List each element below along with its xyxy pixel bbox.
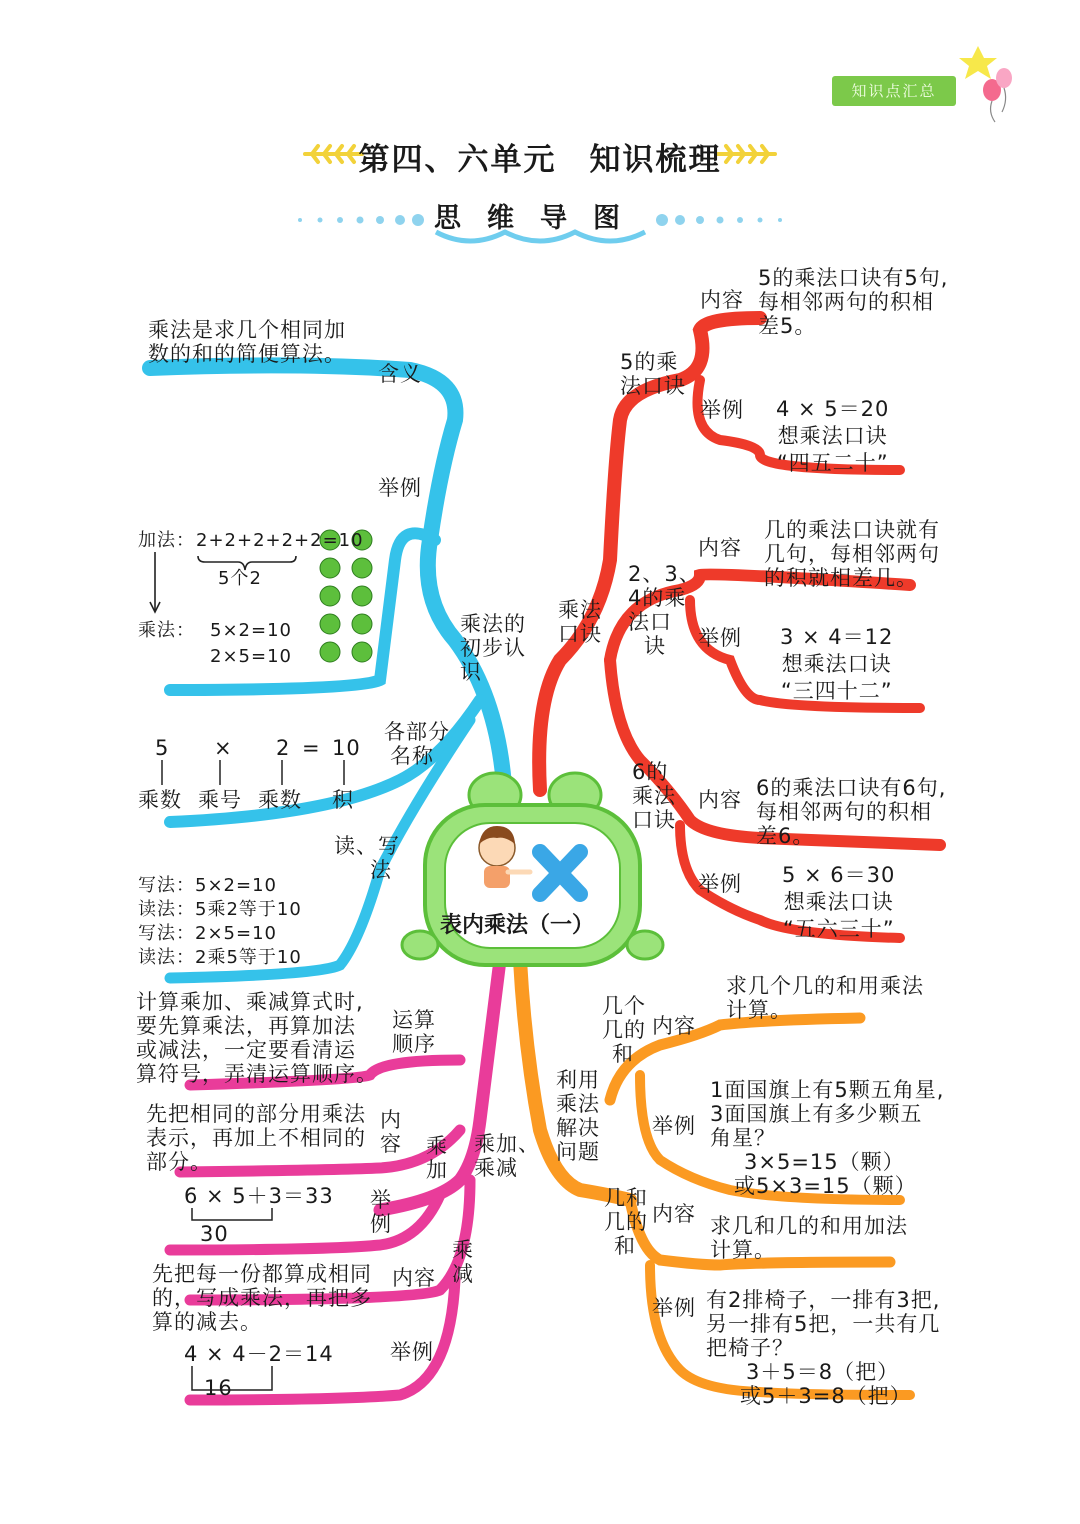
- add-label: 加法：: [138, 530, 195, 551]
- part-name-1: 乘数: [138, 788, 182, 812]
- part-name-2: 乘号: [198, 788, 242, 812]
- group1-label: 几个 几的 和: [602, 994, 646, 1066]
- mul-sub-branch: 乘 减: [452, 1238, 474, 1286]
- group1-example: 1面国旗上有5颗五角星, 3面国旗上有多少颗五 角星？ 3×5=15（颗） 或5×3=15（颗）: [710, 1078, 945, 1198]
- b234-content-label: 内容: [698, 536, 742, 560]
- mul-equation-2: 2×5=10: [210, 646, 292, 667]
- b5-example: 4 × 5＝20 想乘法口诀 “四五二十”: [776, 397, 890, 475]
- b5-example-label: 举例: [700, 398, 744, 422]
- read-write-label: 读、写 法: [334, 834, 400, 882]
- parts-label: 各部分 名称: [384, 720, 450, 768]
- mul-sub-example-label: 举例: [390, 1340, 434, 1364]
- group1-content-label: 内容: [652, 1014, 696, 1038]
- down-arrow-icon: [150, 552, 160, 612]
- mul-sub-content: 先把每一份都算成相同 的，写成乘法，再把多 算的减去。: [152, 1262, 372, 1334]
- balloons-icon: [959, 46, 1012, 122]
- parts-num-5: 10: [332, 736, 361, 760]
- add-equation: 2+2+2+2+2=10: [196, 530, 364, 551]
- b234-label: 2、3、 4的乘 法口 诀: [628, 562, 701, 658]
- parts-num-4: =: [302, 736, 321, 760]
- parts-num-1: 5: [155, 736, 170, 760]
- parts-num-3: 2: [276, 736, 291, 760]
- mul-equation-1: 5×2=10: [210, 620, 292, 641]
- parts-num-2: ×: [214, 736, 233, 760]
- b5-content: 5的乘法口诀有5句, 每相邻两句的积相 差5。: [758, 266, 949, 338]
- part-name-ticks: [162, 760, 344, 785]
- mul-sub-example: 4 × 4－2＝14: [184, 1342, 334, 1366]
- b6-example-label: 举例: [698, 872, 742, 896]
- group2-content: 求几和几的和用加法 计算。: [710, 1214, 908, 1262]
- mul-add-content: 先把相同的部分用乘法 表示，再加上不相同的 部分。: [146, 1102, 366, 1174]
- mul-label: 乘法：: [138, 620, 195, 641]
- order-label: 运算 顺序: [392, 1008, 436, 1056]
- mul-add-branch: 乘 加: [426, 1134, 448, 1182]
- part-name-4: 积: [332, 788, 354, 812]
- summary-badge: 知识点汇总: [832, 76, 956, 106]
- b5-label: 5的乘 法口诀: [620, 350, 686, 398]
- group2-label: 几和 几的 和: [604, 1186, 648, 1258]
- b6-content: 6的乘法口诀有6句, 每相邻两句的积相 差6。: [756, 776, 947, 848]
- order-text: 计算乘加、乘减算式时, 要先算乘法，再算加法 或减法，一定要看清运 算符号，弄清运算顺序。: [136, 990, 378, 1086]
- page-subtitle: 思维导图: [434, 203, 646, 234]
- blue-branch-label: 乘法的初步认识: [460, 612, 526, 684]
- b6-label: 6的 乘法 口诀: [632, 760, 676, 832]
- b234-example-label: 举例: [698, 626, 742, 650]
- group2-example: 有2排椅子，一排有3把, 另一排有5把，一共有几 把椅子？ 3＋5＝8（把） 或5＋3=8（把）: [706, 1288, 941, 1408]
- b6-content-label: 内容: [698, 788, 742, 812]
- mul-sub-example-sub: 16: [204, 1376, 233, 1400]
- pink-branch-label: 乘加、 乘减: [474, 1132, 540, 1180]
- red-branch-label: 乘法口诀: [558, 598, 602, 646]
- group2-content-label: 内容: [652, 1202, 696, 1226]
- mul-add-content-label: 内 容: [380, 1108, 402, 1156]
- mul-add-example-label: 举 例: [370, 1188, 392, 1236]
- b5-content-label: 内容: [700, 288, 744, 312]
- read-write-lines: 写法：5×2=10 读法：5乘2等于10 写法：2×5=10 读法：2乘5等于10: [138, 875, 302, 968]
- example-label: 举例: [378, 476, 422, 500]
- mul-add-example: 6 × 5＋3＝33: [184, 1184, 334, 1208]
- b234-content: 几的乘法口诀就有 几句，每相邻两句 的积就相差几。: [764, 518, 940, 590]
- mul-add-example-sub: 30: [200, 1222, 229, 1246]
- center-topic: 表内乘法（一）: [440, 913, 595, 938]
- add-brace-label: 5个2: [218, 568, 262, 589]
- group1-example-label: 举例: [652, 1114, 696, 1138]
- group2-example-label: 举例: [652, 1296, 696, 1320]
- orange-branch-label: 利用 乘法 解决 问题: [556, 1068, 600, 1164]
- meaning-label: 含义: [378, 362, 422, 386]
- b6-example: 5 × 6＝30 想乘法口诀 “五六三十”: [782, 863, 896, 941]
- mul-sub-content-label: 内容: [392, 1266, 436, 1290]
- b234-example: 3 × 4＝12 想乘法口诀 “三四十二”: [780, 625, 894, 703]
- group1-content: 求几个几的和用乘法 计算。: [726, 974, 924, 1022]
- part-name-3: 乘数: [258, 788, 302, 812]
- meaning-text: 乘法是求几个相同加 数的和的简便算法。: [148, 318, 346, 366]
- page-title: 第四、六单元 知识梳理: [358, 142, 722, 178]
